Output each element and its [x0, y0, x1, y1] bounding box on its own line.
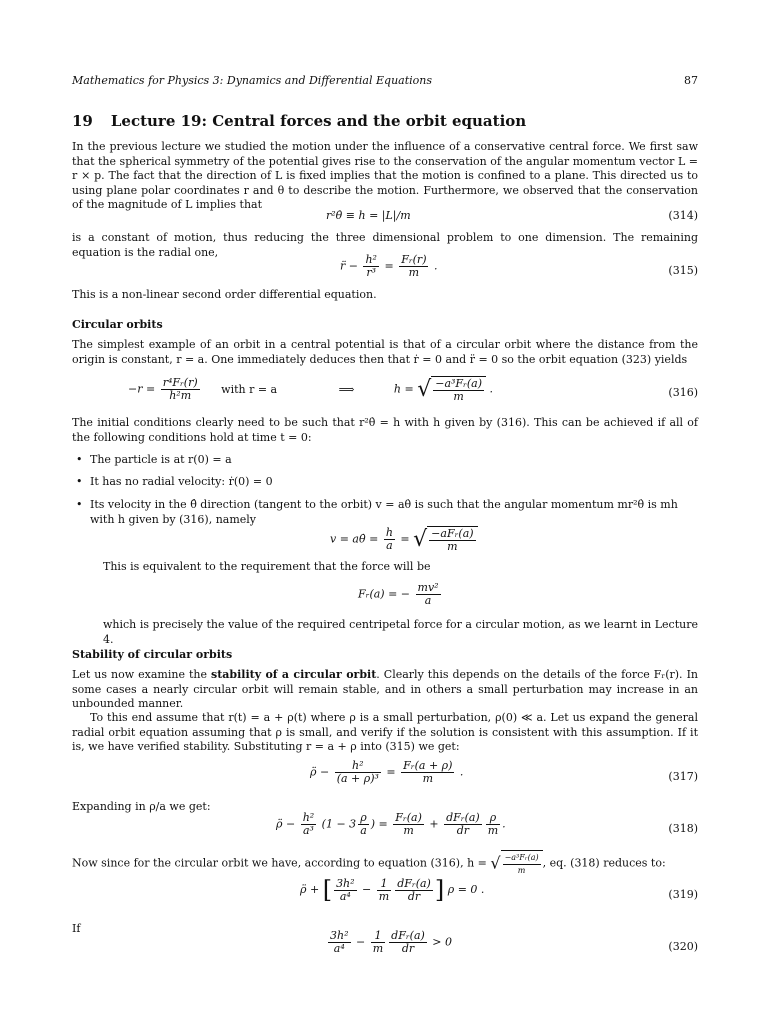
expanding-paragraph: Expanding in ρ/a we get:: [72, 800, 211, 813]
circular-paragraph: The simplest example of an orbit in a central potential is that of a circular orbit where the distance from the origin is constant, r = a. One immediately deduces then that ṙ = 0 and r̈ = 0 so the orbit equation (323) yields: [72, 338, 698, 366]
equation-number-318: (318): [668, 822, 698, 835]
initial-conditions-paragraph: The initial conditions clearly need to be such that r²θ̇ = h with h given by (316). This can be achieved if all of the following conditions hold at time t = 0:: [72, 416, 698, 444]
after-315-paragraph: This is a non-linear second order differential equation.: [72, 288, 377, 301]
lecture-title-text: Lecture 19: Central forces and the orbit equation: [110, 112, 527, 130]
implies-symbol: ⟹: [338, 382, 355, 396]
bullet-item: • It has no radial velocity: ṙ(0) = 0: [90, 475, 698, 490]
bullet-item: • Its velocity in the θ̂ direction (tangent to the orbit) v = aθ̇ is such that the angular momentum mr²θ̇ is mh with h given by (316), namely: [90, 498, 686, 527]
equation-316: −r = $\frac{\text{r⁴Fᵣ(r)}}{\text{h²m}}$ with r = a ⟹ h = √ $\frac{\text{−a³Fᵣ(a)}}{m}$ .: [128, 376, 494, 403]
equation-number-320: (320): [668, 940, 698, 953]
now-since-text-b: , eq. (318) reduces to:: [542, 856, 666, 870]
equation-number-316: (316): [668, 386, 698, 399]
now-since-paragraph: [72, 850, 666, 877]
centripetal-paragraph: which is precisely the value of the required centripetal force for a circular motion, as we learnt in Lecture 4.: [103, 618, 698, 646]
stability-paragraph-2: To this end assume that r(t) = a + ρ(t) where ρ is a small perturbation, ρ(0) ≪ a. Let us expand the general radial orbit equation assuming that ρ is small, and verify if the solution is consistent with this assumption. If it is, we have verified stability. Substituting r = a + ρ into (315) we get:: [72, 711, 698, 753]
section-circular-orbits: Circular orbits: [72, 318, 163, 331]
equation-force: Fᵣ(a) = − $\frac{\text{mv²}}{a}$: [358, 581, 439, 607]
running-header: [72, 74, 698, 88]
page-number: 87: [684, 74, 698, 87]
equation-number-319: (319): [668, 888, 698, 901]
stability-text-a: Let us now examine the: [72, 668, 212, 681]
equation-velocity: v = aθ̇ = $\frac{h}{a}$ = √ $\frac{\text{−aFᵣ(a)}}{m}$: [330, 526, 478, 553]
lecture-title: [72, 112, 526, 130]
equation-315: r̈ − $\frac{\text{h²}}{\text{r³}}$ = $\frac{\text{Fᵣ(r)}}{m}$ .: [340, 253, 438, 279]
equation-number-317: (317): [668, 770, 698, 783]
intro-paragraph: In the previous lecture we studied the motion under the influence of a conservative central force. We first saw that the spherical symmetry of the potential gives rise to the conservation of the angular momentum vector L = r × p. The fact that the direction of L is fixed implies that the motion is confined to a plane. This directed us to using plane polar coordinates r and θ to describe the motion. Furthermore, we observed that the conservation of the magnitude of L implies that: [72, 140, 698, 211]
equivalent-paragraph: This is equivalent to the requirement that the force will be: [103, 560, 431, 573]
bullet-item: • The particle is at r(0) = a: [90, 453, 698, 468]
if-paragraph: If: [72, 922, 81, 935]
stability-text-b: . Clearly this depends on the details of the force Fᵣ(r). In some cases a nearly circular orbit will remain stable, and in others a small perturbation may increase in an unbounded manner.: [72, 668, 698, 710]
equation-318: ρ̈ − $\frac{\text{h²}}{\text{a³}}$ (1 − 3 $\frac{\rho}{a}$ ) = $\frac{\text{Fᵣ(a)}}{m}$ + $\frac{\text{dFᵣ(a)}}{dr}$ $\frac{\rho}{m}$ .: [276, 811, 506, 837]
equation-320: $\frac{\text{3h²}}{\text{a⁴}}$ − $\frac{1}{m}$ $\frac{\text{dFᵣ(a)}}{dr}$ > 0: [330, 929, 453, 955]
equation-314: r²θ̇ ≡ h = |L|/m: [326, 209, 411, 222]
section-stability: Stability of circular orbits: [72, 648, 233, 661]
stability-paragraph-1: [72, 668, 698, 712]
equation-319: ρ̈ + [ $\frac{\text{3h²}}{\text{a⁴}}$ − $\frac{1}{m}$ $\frac{\text{dFᵣ(a)}}{dr}$ ] ρ = 0 .: [300, 876, 485, 904]
lecture-number: 19: [72, 112, 93, 130]
inline-sqrt: √ $\frac{\text{−a³Fᵣ(a)}}{m}$: [490, 850, 542, 877]
running-title: Mathematics for Physics 3: Dynamics and Differential Equations: [72, 74, 432, 87]
equation-number-314: (314): [668, 209, 698, 222]
equation-number-315: (315): [668, 264, 698, 277]
equation-317: ρ̈ − $\frac{\text{h²}}{\text{(a + ρ)³}}$ = $\frac{\text{Fᵣ(a + ρ)}}{m}$ .: [310, 759, 464, 785]
stability-text-bold: stability of a circular orbit: [211, 668, 377, 681]
now-since-text-a: Now since for the circular orbit we have, according to equation (316), h =: [72, 856, 487, 870]
after-314-paragraph: is a constant of motion, thus reducing the three dimensional problem to one dimension. The remaining equation is the radial one,: [72, 231, 698, 259]
with-text: with r = a: [221, 382, 278, 396]
